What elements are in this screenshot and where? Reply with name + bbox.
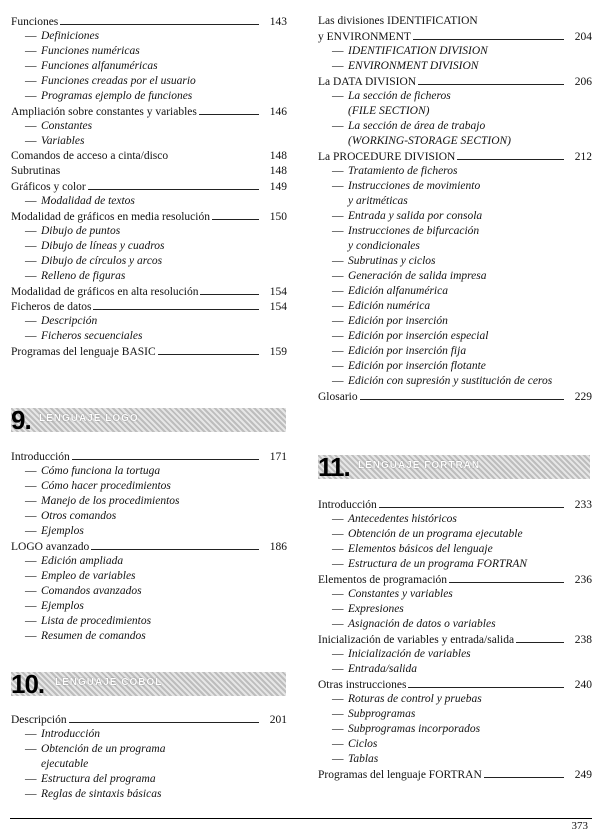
leader-rule xyxy=(408,677,564,688)
dash-bullet: — xyxy=(25,630,37,642)
toc-subentry xyxy=(11,479,287,494)
toc-block xyxy=(318,14,592,404)
toc-subentry xyxy=(318,224,592,239)
toc-subentry xyxy=(318,299,592,314)
leader-rule xyxy=(200,284,259,295)
toc-subentry xyxy=(11,89,287,104)
toc-block xyxy=(11,712,287,802)
toc-subentry-label: Dibujo de puntos xyxy=(41,225,121,237)
dash-bullet: — xyxy=(25,600,37,612)
leader-rule xyxy=(158,344,259,355)
toc-entry xyxy=(11,14,287,29)
toc-block xyxy=(318,497,592,782)
toc-subentry-label: Generación de salida impresa xyxy=(348,270,487,282)
toc-subentry xyxy=(11,194,287,209)
dash-bullet: — xyxy=(25,90,37,102)
dash-bullet: — xyxy=(25,555,37,567)
toc-subentry-label: Asignación de datos o variables xyxy=(348,618,496,630)
toc-subentry-label: Ejemplos xyxy=(41,600,84,612)
toc-subentry-label: Edición alfanumérica xyxy=(348,285,448,297)
toc-subentry xyxy=(11,134,287,149)
leader-rule xyxy=(413,29,564,40)
leader-rule xyxy=(72,449,259,460)
toc-subentry xyxy=(11,584,287,599)
dash-bullet: — xyxy=(25,480,37,492)
dash-bullet: — xyxy=(332,300,344,312)
toc-subentry-label: Empleo de variables xyxy=(41,570,136,582)
leader-rule xyxy=(418,74,564,85)
toc-entry-title: Glosario xyxy=(318,391,358,403)
toc-entry-page: 150 xyxy=(269,211,287,223)
dash-bullet: — xyxy=(332,330,344,342)
chapter-banner-9 xyxy=(11,408,286,432)
toc-subentry-label: Ciclos xyxy=(348,738,378,750)
toc-subentry-label: Elementos básicos del lenguaje xyxy=(348,543,493,555)
toc-subentry-label: Roturas de control y pruebas xyxy=(348,693,482,705)
dash-bullet: — xyxy=(332,708,344,720)
toc-subentry-continuation: ejecutable xyxy=(41,758,89,770)
toc-entry xyxy=(318,29,592,44)
toc-subentry xyxy=(318,737,592,752)
toc-subentry xyxy=(318,512,592,527)
toc-block xyxy=(11,449,287,644)
dash-bullet: — xyxy=(332,225,344,237)
toc-subentry-continuation: (FILE SECTION) xyxy=(348,105,430,117)
dash-bullet: — xyxy=(332,285,344,297)
toc-entry-page: 201 xyxy=(269,714,287,726)
dash-bullet: — xyxy=(25,255,37,267)
toc-subentry-label: Subrutinas y ciclos xyxy=(348,255,436,267)
toc-entry-title: La DATA DIVISION xyxy=(318,76,417,88)
toc-subentry xyxy=(11,44,287,59)
toc-subentry-label: Lista de procedimientos xyxy=(41,615,152,627)
toc-subentry-label: Edición por inserción xyxy=(348,315,448,327)
toc-entry-page: 238 xyxy=(574,634,592,646)
toc-subentry xyxy=(318,692,592,707)
dash-bullet: — xyxy=(332,90,344,102)
toc-entry-title: LOGO avanzado xyxy=(11,541,90,553)
dash-bullet: — xyxy=(25,773,37,785)
dash-bullet: — xyxy=(25,30,37,42)
dash-bullet: — xyxy=(332,345,344,357)
leader-rule xyxy=(91,539,259,550)
toc-subentry xyxy=(11,329,287,344)
toc-subentry-label: Tratamiento de ficheros xyxy=(348,165,458,177)
leader-rule xyxy=(516,632,564,643)
chapter-banner-11 xyxy=(318,455,590,479)
toc-subentry-label: Ejemplos xyxy=(41,525,84,537)
toc-entry-title: La PROCEDURE DIVISION xyxy=(318,151,456,163)
toc-entry-title: y ENVIRONMENT xyxy=(318,31,411,43)
toc-entry-page: 143 xyxy=(269,16,287,28)
toc-entry-title: Gráficos y color xyxy=(11,181,86,193)
toc-subentry xyxy=(318,617,592,632)
toc-subentry-label: Entrada y salida por consola xyxy=(348,210,483,222)
toc-subentry-label: ENVIRONMENT DIVISION xyxy=(348,60,479,72)
toc-subentry xyxy=(318,374,592,389)
dash-bullet: — xyxy=(25,45,37,57)
toc-entry-page: 154 xyxy=(269,286,287,298)
toc-subentry-label: Funciones alfanuméricas xyxy=(41,60,158,72)
toc-entry xyxy=(318,767,592,782)
chapter-title: LENGUAJE FORTRAN xyxy=(358,460,481,471)
dash-bullet: — xyxy=(332,648,344,660)
toc-subentry-label: Instrucciones de movimiento xyxy=(348,180,481,192)
dash-bullet: — xyxy=(25,525,37,537)
toc-subentry-label: Instrucciones de bifurcación xyxy=(348,225,480,237)
toc-subentry xyxy=(11,314,287,329)
toc-subentry-label: Cómo hacer procedimientos xyxy=(41,480,171,492)
toc-entry-page: 204 xyxy=(574,31,592,43)
toc-subentry xyxy=(318,284,592,299)
toc-subentry-label: Dibujo de líneas y cuadros xyxy=(41,240,165,252)
toc-subentry-label: La sección de ficheros xyxy=(348,90,451,102)
toc-entry-title: Las divisiones IDENTIFICATION xyxy=(318,15,478,27)
dash-bullet: — xyxy=(25,240,37,252)
leader-rule xyxy=(93,299,259,310)
dash-bullet: — xyxy=(332,603,344,615)
dash-bullet: — xyxy=(25,60,37,72)
toc-subentry xyxy=(11,787,287,802)
dash-bullet: — xyxy=(25,120,37,132)
dash-bullet: — xyxy=(332,60,344,72)
toc-entry-page: 171 xyxy=(269,451,287,463)
toc-entry xyxy=(11,449,287,464)
toc-subentry xyxy=(11,29,287,44)
toc-entry-title: Otras instrucciones xyxy=(318,679,407,691)
toc-entry-page: 154 xyxy=(269,301,287,313)
toc-entry xyxy=(318,389,592,404)
dash-bullet: — xyxy=(332,693,344,705)
dash-bullet: — xyxy=(25,570,37,582)
toc-entry-title: Programas del lenguaje FORTRAN xyxy=(318,769,482,781)
toc-entry-page: 148 xyxy=(269,150,287,162)
toc-entry-title: Introducción xyxy=(318,499,377,511)
toc-entry-page: 206 xyxy=(574,76,592,88)
toc-subentry-label: Subprogramas incorporados xyxy=(348,723,481,735)
toc-subentry xyxy=(11,599,287,614)
toc-subentry-label: Manejo de los procedimientos xyxy=(41,495,180,507)
dash-bullet: — xyxy=(332,315,344,327)
dash-bullet: — xyxy=(332,618,344,630)
toc-subentry xyxy=(318,344,592,359)
toc-entry-title: Funciones xyxy=(11,16,59,28)
leader-rule xyxy=(62,164,259,174)
dash-bullet: — xyxy=(25,270,37,282)
chapter-title: LENGUAJE LOGO xyxy=(39,413,139,424)
dash-bullet: — xyxy=(332,663,344,675)
toc-subentry xyxy=(318,752,592,767)
toc-subentry-label: Inicialización de variables xyxy=(348,648,471,660)
toc-subentry-label: Modalidad de textos xyxy=(41,195,135,207)
dash-bullet: — xyxy=(25,225,37,237)
toc-subentry xyxy=(11,554,287,569)
dash-bullet: — xyxy=(25,743,37,755)
toc-subentry-label: Constantes xyxy=(41,120,93,132)
toc-subentry xyxy=(318,179,592,194)
dash-bullet: — xyxy=(332,45,344,57)
leader-rule xyxy=(170,149,259,159)
chapter-number: 10. xyxy=(11,672,45,696)
toc-subentry-label: Funciones numéricas xyxy=(41,45,140,57)
toc-subentry-label: Subprogramas xyxy=(348,708,416,720)
toc-subentry xyxy=(318,209,592,224)
toc-entry xyxy=(318,74,592,89)
toc-subentry-label: Cómo funciona la tortuga xyxy=(41,465,161,477)
toc-subentry xyxy=(318,662,592,677)
toc-subentry-label: Variables xyxy=(41,135,85,147)
toc-subentry xyxy=(318,602,592,617)
toc-subentry xyxy=(318,314,592,329)
toc-entry-title: Descripción xyxy=(11,714,67,726)
dash-bullet: — xyxy=(332,528,344,540)
toc-entry-page: 236 xyxy=(574,574,592,586)
leader-rule xyxy=(457,149,564,160)
toc-entry-title: Inicialización de variables y entrada/salida xyxy=(318,634,515,646)
toc-subentry-continuation: y aritméticas xyxy=(348,195,408,207)
toc-subentry-label: Edición por inserción especial xyxy=(348,330,489,342)
toc-subentry xyxy=(318,542,592,557)
leader-rule xyxy=(449,572,564,583)
toc-entry xyxy=(11,344,287,359)
right-column xyxy=(318,0,592,839)
toc-subentry xyxy=(11,742,287,757)
toc-entry xyxy=(318,497,592,512)
toc-subentry xyxy=(11,464,287,479)
toc-subentry-label: IDENTIFICATION DIVISION xyxy=(348,45,488,57)
toc-subentry-label: Descripción xyxy=(41,315,98,327)
toc-subentry-label: Definiciones xyxy=(41,30,100,42)
leader-rule xyxy=(88,179,259,190)
toc-subentry-label: Estructura del programa xyxy=(41,773,156,785)
leader-rule xyxy=(212,209,259,220)
toc-entry-page: 149 xyxy=(269,181,287,193)
toc-entry-title: Modalidad de gráficos en media resolución xyxy=(11,211,210,223)
toc-subentry xyxy=(11,569,287,584)
dash-bullet: — xyxy=(25,195,37,207)
dash-bullet: — xyxy=(332,375,344,387)
leader-rule xyxy=(360,389,564,400)
dash-bullet: — xyxy=(25,315,37,327)
toc-subentry xyxy=(318,59,592,74)
toc-subentry xyxy=(11,614,287,629)
toc-subentry xyxy=(318,557,592,572)
leader-rule xyxy=(199,104,259,115)
chapter-title: LENGUAJE COBOL xyxy=(55,677,163,688)
dash-bullet: — xyxy=(332,210,344,222)
left-column xyxy=(11,0,287,839)
toc-entry-page: 233 xyxy=(574,499,592,511)
toc-entry xyxy=(11,539,287,554)
toc-subentry xyxy=(318,164,592,179)
dash-bullet: — xyxy=(332,255,344,267)
toc-subentry xyxy=(11,524,287,539)
dash-bullet: — xyxy=(332,270,344,282)
toc-entry xyxy=(318,677,592,692)
toc-subentry xyxy=(11,119,287,134)
toc-subentry xyxy=(11,239,287,254)
toc-subentry-label: Funciones creadas por el usuario xyxy=(41,75,196,87)
toc-entry xyxy=(11,164,287,179)
toc-entry-title: Programas del lenguaje BASIC xyxy=(11,346,156,358)
dash-bullet: — xyxy=(332,360,344,372)
dash-bullet: — xyxy=(25,495,37,507)
toc-subentry xyxy=(11,629,287,644)
dash-bullet: — xyxy=(25,615,37,627)
dash-bullet: — xyxy=(25,330,37,342)
toc-entry-title: Ampliación sobre constantes y variables xyxy=(11,106,197,118)
toc-subentry xyxy=(318,44,592,59)
toc-entry-page: 212 xyxy=(574,151,592,163)
toc-entry xyxy=(11,299,287,314)
dash-bullet: — xyxy=(25,728,37,740)
toc-subentry xyxy=(318,722,592,737)
toc-entry xyxy=(318,572,592,587)
toc-subentry-label: Tablas xyxy=(348,753,379,765)
leader-rule xyxy=(379,497,564,508)
dash-bullet: — xyxy=(25,585,37,597)
toc-subentry-continuation: y condicionales xyxy=(348,240,420,252)
toc-subentry xyxy=(11,494,287,509)
chapter-number: 11. xyxy=(318,455,350,479)
toc-entry-page: 229 xyxy=(574,391,592,403)
toc-subentry xyxy=(318,647,592,662)
dash-bullet: — xyxy=(25,465,37,477)
toc-entry-title: Subrutinas xyxy=(11,165,61,177)
toc-subentry-label: Dibujo de círculos y arcos xyxy=(41,255,163,267)
toc-subentry-label: La sección de área de trabajo xyxy=(348,120,486,132)
toc-subentry xyxy=(318,707,592,722)
toc-entry-page: 148 xyxy=(269,165,287,177)
toc-subentry xyxy=(318,119,592,134)
toc-subentry xyxy=(318,329,592,344)
leader-rule xyxy=(484,767,564,778)
toc-subentry-label: Edición con supresión y sustitución de ceros xyxy=(348,375,553,387)
dash-bullet: — xyxy=(25,75,37,87)
toc-entry xyxy=(11,284,287,299)
toc-entry xyxy=(11,712,287,727)
toc-subentry xyxy=(318,359,592,374)
toc-subentry xyxy=(11,269,287,284)
toc-subentry-label: Relleno de figuras xyxy=(41,270,126,282)
footer-rule xyxy=(10,818,592,819)
toc-entry xyxy=(11,179,287,194)
chapter-number: 9. xyxy=(11,408,31,432)
toc-subentry-label: Ficheros secuenciales xyxy=(41,330,143,342)
dash-bullet: — xyxy=(332,513,344,525)
toc-entry-page: 249 xyxy=(574,769,592,781)
toc-subentry-label: Constantes y variables xyxy=(348,588,453,600)
dash-bullet: — xyxy=(332,120,344,132)
toc-entry xyxy=(11,149,287,164)
dash-bullet: — xyxy=(25,788,37,800)
toc-subentry-continuation: (WORKING-STORAGE SECTION) xyxy=(348,135,512,147)
toc-subentry xyxy=(11,59,287,74)
toc-subentry xyxy=(11,509,287,524)
toc-subentry xyxy=(11,254,287,269)
toc-entry xyxy=(318,149,592,164)
dash-bullet: — xyxy=(332,588,344,600)
toc-subentry-label: Resumen de comandos xyxy=(41,630,146,642)
dash-bullet: — xyxy=(25,135,37,147)
leader-rule xyxy=(69,712,259,723)
toc-subentry-label: Reglas de sintaxis básicas xyxy=(41,788,162,800)
toc-subentry-label: Estructura de un programa FORTRAN xyxy=(348,558,528,570)
toc-entry-title: Ficheros de datos xyxy=(11,301,92,313)
toc-subentry-label: Edición por inserción flotante xyxy=(348,360,486,372)
dash-bullet: — xyxy=(332,723,344,735)
toc-subentry-label: Comandos avanzados xyxy=(41,585,142,597)
toc-subentry-label: Entrada/salida xyxy=(348,663,418,675)
page-number: 373 xyxy=(571,820,588,832)
toc-subentry xyxy=(318,527,592,542)
toc-subentry xyxy=(11,224,287,239)
toc-subentry-label: Edición ampliada xyxy=(41,555,124,567)
toc-subentry xyxy=(318,254,592,269)
toc-subentry-label: Introducción xyxy=(41,728,100,740)
chapter-banner-10 xyxy=(11,672,286,696)
toc-entry-title: Modalidad de gráficos en alta resolución xyxy=(11,286,199,298)
toc-subentry-label: Edición numérica xyxy=(348,300,431,312)
dash-bullet: — xyxy=(25,510,37,522)
toc-entry-page: 186 xyxy=(269,541,287,553)
toc-entry xyxy=(11,209,287,224)
toc-subentry-label: Expresiones xyxy=(348,603,404,615)
toc-subentry xyxy=(318,89,592,104)
toc-block xyxy=(11,14,287,359)
toc-subentry-label: Obtención de un programa xyxy=(41,743,166,755)
toc-subentry-label: Antecedentes históricos xyxy=(348,513,457,525)
toc-entry-title: Elementos de programación xyxy=(318,574,448,586)
toc-subentry-label: Otros comandos xyxy=(41,510,117,522)
toc-subentry xyxy=(318,269,592,284)
dash-bullet: — xyxy=(332,543,344,555)
toc-subentry xyxy=(11,727,287,742)
toc-entry xyxy=(318,632,592,647)
dash-bullet: — xyxy=(332,180,344,192)
dash-bullet: — xyxy=(332,558,344,570)
toc-subentry xyxy=(11,74,287,89)
toc-entry-page: 146 xyxy=(269,106,287,118)
toc-subentry xyxy=(318,587,592,602)
toc-entry xyxy=(11,104,287,119)
leader-rule xyxy=(60,14,259,25)
toc-entry-page: 159 xyxy=(269,346,287,358)
dash-bullet: — xyxy=(332,753,344,765)
toc-subentry-label: Edición por inserción fija xyxy=(348,345,467,357)
dash-bullet: — xyxy=(332,738,344,750)
toc-entry-page: 240 xyxy=(574,679,592,691)
toc-subentry-label: Obtención de un programa ejecutable xyxy=(348,528,523,540)
toc-entry-title: Introducción xyxy=(11,451,70,463)
toc-entry-title: Comandos de acceso a cinta/disco xyxy=(11,150,169,162)
toc-subentry-label: Programas ejemplo de funciones xyxy=(41,90,193,102)
toc-subentry xyxy=(11,772,287,787)
dash-bullet: — xyxy=(332,165,344,177)
